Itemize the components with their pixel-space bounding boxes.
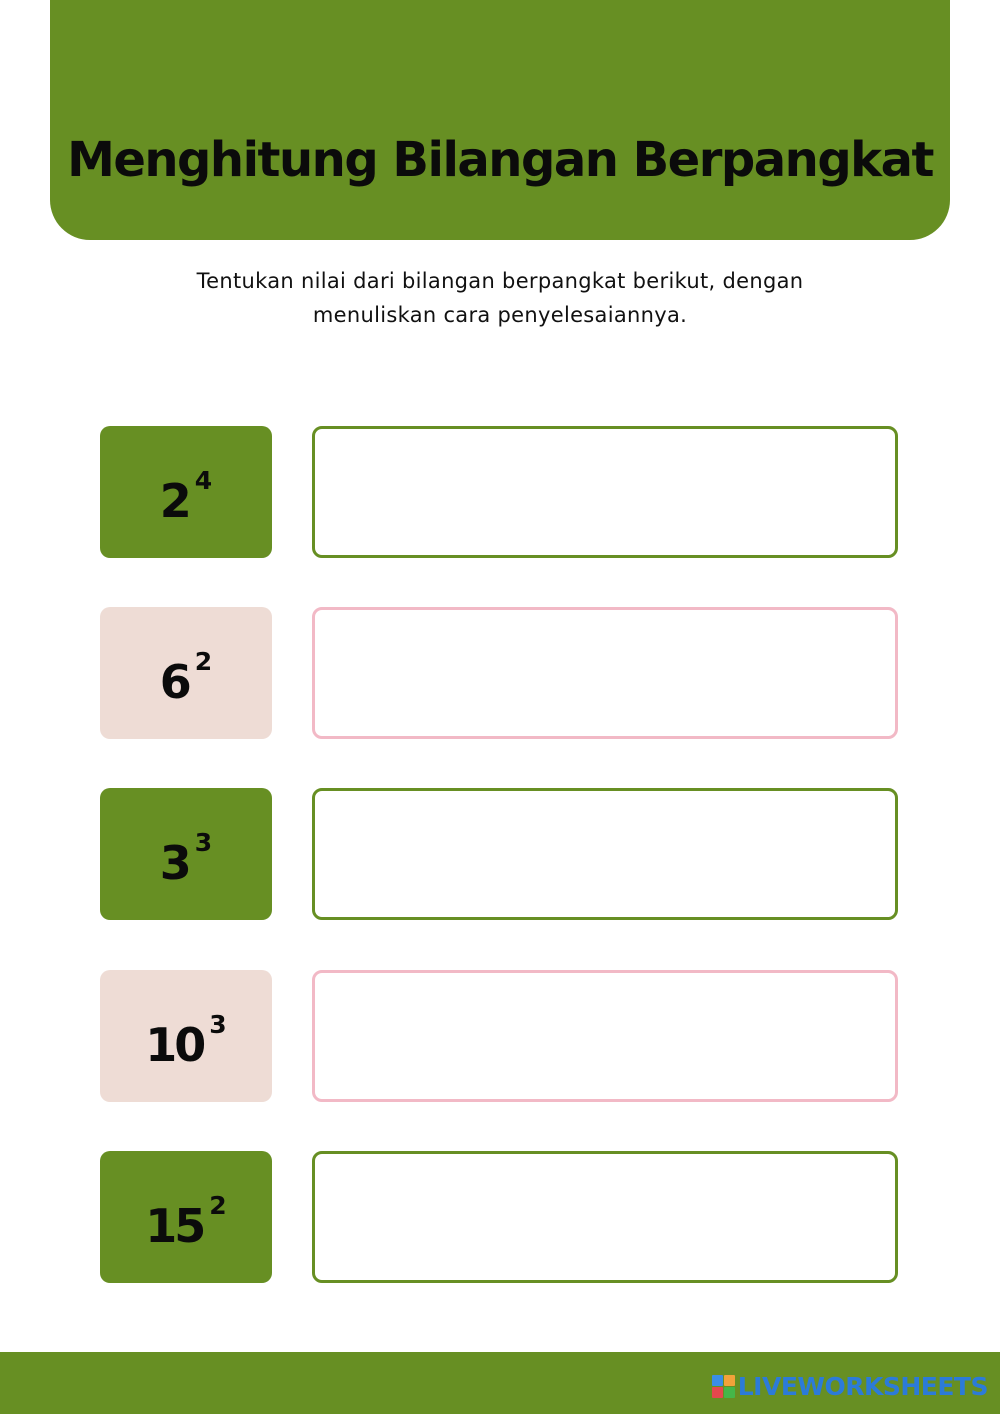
problem-row-2 [100, 607, 900, 739]
power-expression [159, 822, 213, 890]
exponent: 4 [194, 465, 213, 495]
header-banner [50, 0, 950, 240]
answer-box[interactable] [312, 970, 898, 1102]
base-number: 15 [145, 1199, 204, 1253]
footer-band [0, 1352, 1000, 1414]
logo-square [724, 1387, 735, 1398]
logo-square [712, 1375, 723, 1386]
problem-row-1 [100, 426, 900, 558]
problem-box [100, 1151, 272, 1283]
problem-row-5 [100, 1151, 900, 1283]
power-expression [145, 1185, 227, 1253]
power-expression [145, 1004, 227, 1072]
instructions [150, 264, 850, 332]
base-number: 6 [159, 655, 189, 709]
exponent: 3 [209, 1009, 227, 1039]
base-number: 10 [145, 1018, 204, 1072]
answer-box[interactable] [312, 607, 898, 739]
exponent: 3 [194, 827, 213, 857]
answer-box[interactable] [312, 788, 898, 920]
power-expression [159, 641, 213, 709]
base-number: 3 [159, 836, 189, 890]
answer-box[interactable] [312, 426, 898, 558]
power-expression [159, 460, 213, 528]
page-title: Menghitung Bilangan Berpangkat [67, 132, 933, 188]
exponent: 2 [209, 1190, 227, 1220]
exponent: 2 [194, 646, 213, 676]
problem-row-3 [100, 788, 900, 920]
base-number: 2 [159, 474, 189, 528]
logo-square [724, 1375, 735, 1386]
problem-box [100, 970, 272, 1102]
problem-row-4 [100, 970, 900, 1102]
problem-box [100, 426, 272, 558]
instructions-line-2: menuliskan cara penyelesaiannya. [312, 303, 688, 327]
brand-name: LIVEWORKSHEETS [737, 1372, 988, 1401]
problem-box [100, 788, 272, 920]
liveworksheets-brand[interactable] [712, 1374, 988, 1399]
liveworksheets-logo-icon [712, 1375, 735, 1398]
instructions-line-1: Tentukan nilai dari bilangan berpangkat berikut, dengan [196, 269, 804, 293]
problem-box [100, 607, 272, 739]
logo-square [712, 1387, 723, 1398]
answer-box[interactable] [312, 1151, 898, 1283]
